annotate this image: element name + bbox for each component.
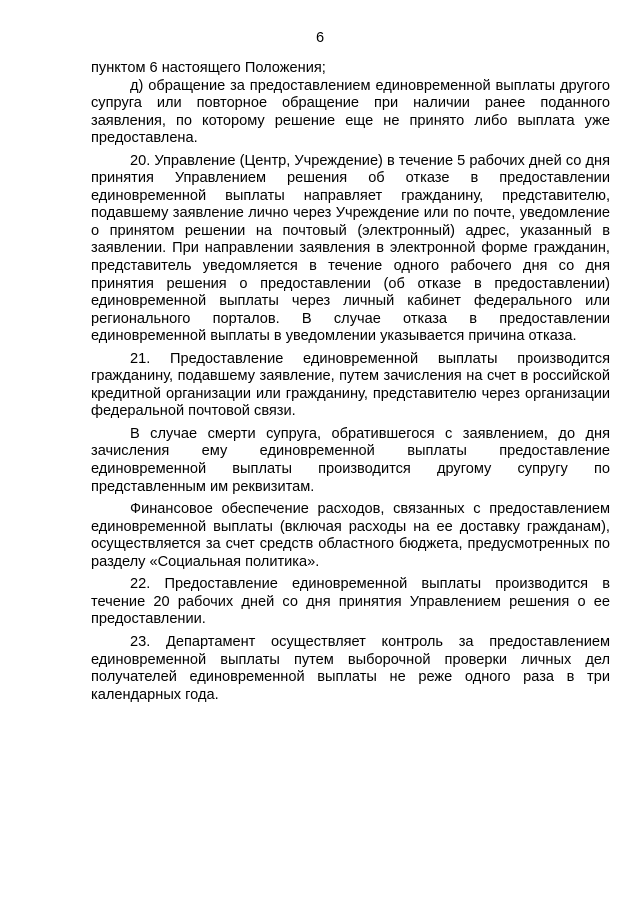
paragraph-financing: Финансовое обеспечение расходов, связанных с предоставлением единовременной выплаты (включая расходы на ее доставку гражданам), осуществляется за счет средств областного бюджета, предусмотренных по разделу «Социальная политика».: [91, 501, 610, 570]
paragraph-item-d: д) обращение за предоставлением единовременной выплаты другого супруга или повторное обращение при наличии ранее поданного заявления, по которому решение еще не принято либо выплата уже предоставлена.: [91, 77, 610, 147]
paragraph-22: 22. Предоставление единовременной выплаты производится в течение 20 рабочих дней со дня принятия Управлением решения о ее предоставлении.: [91, 576, 610, 628]
page-number: 6: [315, 30, 325, 46]
paragraph-20: 20. Управление (Центр, Учреждение) в течение 5 рабочих дней со дня принятия Управлением решения об отказе в предоставлении единовременной выплаты направляет гражданину, представителю, подавшему заявление лично через Учреждение или по почте, уведомление о принятом решении на почтовый (электронный) адрес, указанный в заявлении. При направлении заявления в электронной форме гражданин, представитель уведомляется в течение одного рабочего дня со дня принятия решения о предоставлении (об отказе в предоставлении) единовременной выплаты через личный кабинет федерального или регионального порталов. В случае отказа в предоставлении единовременной выплаты в уведомлении указывается причина отказа.: [91, 152, 610, 345]
paragraph-23: 23. Департамент осуществляет контроль за предоставлением единовременной выплаты путем выборочной проверки личных дел получателей единовременной выплаты не реже одного раза в три календарных года.: [91, 633, 610, 703]
document-body: [91, 60, 610, 704]
paragraph-spouse-death: В случае смерти супруга, обратившегося с заявлением, до дня зачисления ему единовременной выплаты предоставление единовременной выплаты производится другому супругу по представленным им реквизитам.: [91, 425, 610, 495]
paragraph-21: 21. Предоставление единовременной выплаты производится гражданину, подавшему заявление, путем зачисления на счет в российской кредитной организации или гражданину, представителю через организации федеральной почтовой связи.: [91, 350, 610, 420]
paragraph-continuation: пунктом 6 настоящего Положения;: [91, 60, 326, 76]
